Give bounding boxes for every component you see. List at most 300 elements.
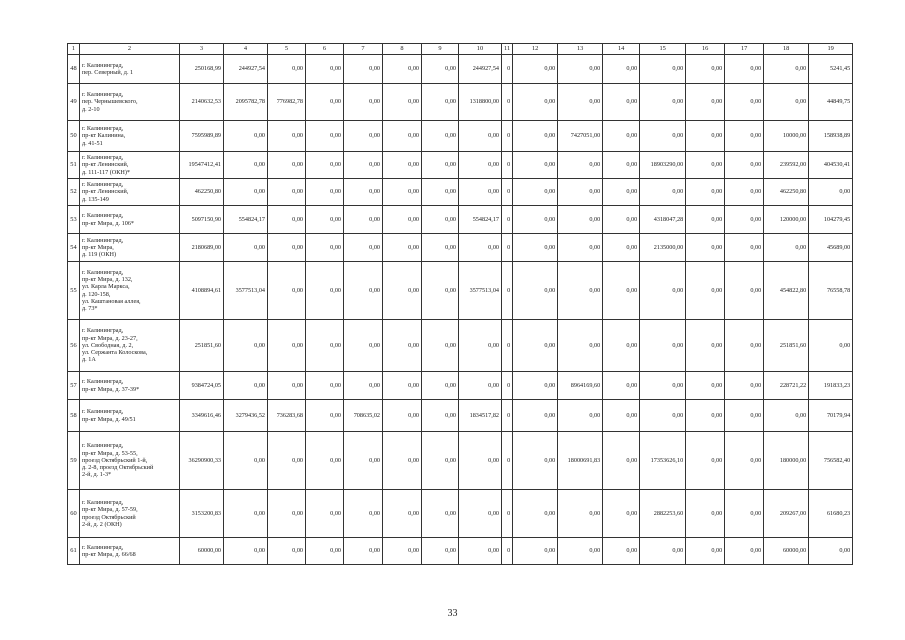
value-cell: 0,00 xyxy=(306,84,344,121)
value-cell: 0,00 xyxy=(306,234,344,262)
value-cell: 0,00 xyxy=(422,234,459,262)
value-cell: 0,00 xyxy=(725,84,764,121)
value-cell: 0,00 xyxy=(513,152,558,179)
column-header: 10 xyxy=(459,44,502,55)
address-cell xyxy=(80,206,180,234)
address-line: 2-й, д. 1-3* xyxy=(82,471,112,479)
value-cell: 251851,60 xyxy=(764,320,809,372)
value-cell: 0,00 xyxy=(686,432,725,490)
value-cell: 0,00 xyxy=(725,179,764,206)
value-cell: 0,00 xyxy=(725,234,764,262)
value-cell: 0,00 xyxy=(422,84,459,121)
value-cell: 0,00 xyxy=(268,372,306,400)
value-cell: 0,00 xyxy=(306,538,344,565)
value-cell: 0,00 xyxy=(268,262,306,320)
value-cell: 0,00 xyxy=(603,152,640,179)
value-cell: 0,00 xyxy=(686,206,725,234)
table-row xyxy=(68,121,853,152)
value-cell: 0,00 xyxy=(603,234,640,262)
value-cell: 0,00 xyxy=(306,179,344,206)
value-cell: 0,00 xyxy=(558,152,603,179)
value-cell: 44849,75 xyxy=(809,84,853,121)
value-cell: 0,00 xyxy=(459,320,502,372)
address-cell xyxy=(80,262,180,320)
address-line: пр-кт Мира, д. 106* xyxy=(82,219,135,227)
value-cell: 0,00 xyxy=(344,372,383,400)
value-cell: 4108894,61 xyxy=(180,262,224,320)
row-number: 59 xyxy=(68,432,80,490)
value-cell: 0,00 xyxy=(344,121,383,152)
value-cell: 0,00 xyxy=(686,490,725,538)
address-line: ул. Сержанта Колоскова, xyxy=(82,349,148,357)
value-cell: 0,00 xyxy=(558,400,603,432)
value-cell: 0,00 xyxy=(640,538,686,565)
value-cell: 0,00 xyxy=(344,206,383,234)
value-cell: 0,00 xyxy=(725,121,764,152)
value-cell: 0,00 xyxy=(603,538,640,565)
table-row xyxy=(68,55,853,84)
spreadsheet-page xyxy=(67,43,853,565)
value-cell: 8964169,60 xyxy=(558,372,603,400)
value-cell: 0,00 xyxy=(558,179,603,206)
value-cell: 0,00 xyxy=(268,121,306,152)
value-cell: 2180689,00 xyxy=(180,234,224,262)
value-cell: 0,00 xyxy=(725,490,764,538)
value-cell: 0,00 xyxy=(640,372,686,400)
value-cell: 0,00 xyxy=(764,400,809,432)
value-cell: 0,00 xyxy=(686,262,725,320)
table-row xyxy=(68,538,853,565)
value-cell: 0,00 xyxy=(459,372,502,400)
column-header: 9 xyxy=(422,44,459,55)
value-cell: 0,00 xyxy=(640,320,686,372)
value-cell: 0 xyxy=(502,206,513,234)
address-line: г. Калининград, xyxy=(82,61,124,69)
address-cell xyxy=(80,121,180,152)
address-line: пр-кт Мира, д. 66/68 xyxy=(82,551,136,558)
column-header: 16 xyxy=(686,44,725,55)
table-row xyxy=(68,320,853,372)
row-number: 51 xyxy=(68,152,80,179)
value-cell: 0,00 xyxy=(809,179,853,206)
value-cell: 0,00 xyxy=(640,179,686,206)
value-cell: 454822,80 xyxy=(764,262,809,320)
table-row xyxy=(68,84,853,121)
value-cell: 0,00 xyxy=(603,372,640,400)
value-cell: 0,00 xyxy=(306,432,344,490)
value-cell: 0,00 xyxy=(224,490,268,538)
value-cell: 2882253,60 xyxy=(640,490,686,538)
column-header: 15 xyxy=(640,44,686,55)
value-cell: 0,00 xyxy=(224,234,268,262)
value-cell: 2135000,00 xyxy=(640,234,686,262)
value-cell: 0,00 xyxy=(558,206,603,234)
address-line: пр-кт Калинина, xyxy=(82,132,126,140)
value-cell: 0 xyxy=(502,538,513,565)
value-cell: 244927,54 xyxy=(459,55,502,84)
value-cell: 0 xyxy=(502,121,513,152)
value-cell: 0,00 xyxy=(383,432,422,490)
value-cell: 251851,60 xyxy=(180,320,224,372)
value-cell: 10000,00 xyxy=(764,121,809,152)
value-cell: 0,00 xyxy=(383,538,422,565)
row-number: 55 xyxy=(68,262,80,320)
value-cell: 0,00 xyxy=(422,432,459,490)
address-cell xyxy=(80,372,180,400)
value-cell: 0,00 xyxy=(306,206,344,234)
value-cell: 0,00 xyxy=(422,490,459,538)
column-header: 17 xyxy=(725,44,764,55)
value-cell: 0,00 xyxy=(640,84,686,121)
value-cell: 0 xyxy=(502,372,513,400)
value-cell: 0,00 xyxy=(686,121,725,152)
value-cell: 736283,68 xyxy=(268,400,306,432)
value-cell: 0,00 xyxy=(640,121,686,152)
address-line: г. Калининград, xyxy=(82,327,124,335)
value-cell: 0,00 xyxy=(513,55,558,84)
value-cell: 0,00 xyxy=(764,234,809,262)
address-line: д. 135-149 xyxy=(82,195,109,203)
value-cell: 0,00 xyxy=(513,320,558,372)
address-line: г. Калининград, xyxy=(82,442,124,450)
value-cell: 0,00 xyxy=(809,320,853,372)
value-cell: 76558,78 xyxy=(809,262,853,320)
value-cell: 0,00 xyxy=(558,84,603,121)
value-cell: 3279436,52 xyxy=(224,400,268,432)
value-cell: 45689,00 xyxy=(809,234,853,262)
value-cell: 0,00 xyxy=(459,152,502,179)
row-number: 52 xyxy=(68,179,80,206)
address-line: г. Калининград, xyxy=(82,543,124,551)
value-cell: 104279,45 xyxy=(809,206,853,234)
value-cell: 0,00 xyxy=(422,400,459,432)
value-cell: 36290900,33 xyxy=(180,432,224,490)
value-cell: 0,00 xyxy=(513,121,558,152)
address-cell xyxy=(80,234,180,262)
address-line: г. Калининград, xyxy=(82,125,124,133)
value-cell: 0,00 xyxy=(268,320,306,372)
value-cell: 0,00 xyxy=(725,320,764,372)
row-number: 53 xyxy=(68,206,80,234)
value-cell: 1834517,82 xyxy=(459,400,502,432)
value-cell: 0,00 xyxy=(344,262,383,320)
value-cell: 191833,23 xyxy=(809,372,853,400)
value-cell: 0,00 xyxy=(306,55,344,84)
address-line: пр-кт Мира, д. 53-55, xyxy=(82,449,138,457)
value-cell: 0,00 xyxy=(344,490,383,538)
value-cell: 70179,94 xyxy=(809,400,853,432)
value-cell: 0,00 xyxy=(686,55,725,84)
value-cell: 3349616,46 xyxy=(180,400,224,432)
column-header: 19 xyxy=(809,44,853,55)
value-cell: 7595989,89 xyxy=(180,121,224,152)
value-cell: 0,00 xyxy=(422,55,459,84)
column-header: 7 xyxy=(344,44,383,55)
value-cell: 158938,89 xyxy=(809,121,853,152)
value-cell: 0,00 xyxy=(459,121,502,152)
value-cell: 0,00 xyxy=(603,84,640,121)
value-cell: 0,00 xyxy=(725,152,764,179)
value-cell: 0,00 xyxy=(268,179,306,206)
value-cell: 462250,80 xyxy=(764,179,809,206)
value-cell: 0,00 xyxy=(558,234,603,262)
address-line: проезд Октябрьский 1-й, xyxy=(82,456,148,464)
value-cell: 0,00 xyxy=(725,538,764,565)
value-cell: 0,00 xyxy=(558,490,603,538)
value-cell: 0,00 xyxy=(603,490,640,538)
value-cell: 0,00 xyxy=(268,490,306,538)
row-number: 56 xyxy=(68,320,80,372)
value-cell: 180000,00 xyxy=(764,432,809,490)
address-line: ул. Карла Маркса, xyxy=(82,283,130,291)
value-cell: 0,00 xyxy=(603,432,640,490)
value-cell: 0,00 xyxy=(725,432,764,490)
column-header: 1 xyxy=(68,44,80,55)
value-cell: 0,00 xyxy=(383,84,422,121)
column-header: 2 xyxy=(80,44,180,55)
value-cell: 0,00 xyxy=(686,84,725,121)
value-cell: 0,00 xyxy=(268,55,306,84)
address-line: пр-кт Мира, д. 132, xyxy=(82,276,133,284)
address-cell xyxy=(80,55,180,84)
table-row xyxy=(68,432,853,490)
address-line: пр-кт Ленинский, xyxy=(82,161,129,169)
value-cell: 0,00 xyxy=(513,538,558,565)
address-line: д. 119 (ОКН) xyxy=(82,251,117,259)
value-cell: 0,00 xyxy=(558,320,603,372)
value-cell: 0,00 xyxy=(513,432,558,490)
value-cell: 0 xyxy=(502,55,513,84)
value-cell: 0,00 xyxy=(383,262,422,320)
table-row xyxy=(68,490,853,538)
value-cell: 0 xyxy=(502,84,513,121)
value-cell: 0,00 xyxy=(344,234,383,262)
value-cell: 1318800,00 xyxy=(459,84,502,121)
value-cell: 0,00 xyxy=(686,538,725,565)
row-number: 49 xyxy=(68,84,80,121)
value-cell: 0,00 xyxy=(640,400,686,432)
value-cell: 18000691,83 xyxy=(558,432,603,490)
value-cell: 0,00 xyxy=(268,538,306,565)
value-cell: 2140632,53 xyxy=(180,84,224,121)
value-cell: 0,00 xyxy=(513,490,558,538)
address-line: пр-кт Мира, д. 49/51 xyxy=(82,415,136,423)
value-cell: 3577513,04 xyxy=(224,262,268,320)
value-cell: 4318047,28 xyxy=(640,206,686,234)
address-cell xyxy=(80,179,180,206)
row-number: 54 xyxy=(68,234,80,262)
value-cell: 0,00 xyxy=(306,152,344,179)
value-cell: 0,00 xyxy=(558,262,603,320)
address-cell xyxy=(80,400,180,432)
value-cell: 0,00 xyxy=(603,55,640,84)
value-cell: 0,00 xyxy=(459,490,502,538)
value-cell: 0,00 xyxy=(344,179,383,206)
value-cell: 0,00 xyxy=(268,152,306,179)
value-cell: 0 xyxy=(502,262,513,320)
address-line: пер. Северный, д. 1 xyxy=(82,69,134,76)
value-cell: 0,00 xyxy=(224,538,268,565)
value-cell: 0,00 xyxy=(686,400,725,432)
value-cell: 0,00 xyxy=(422,538,459,565)
address-line: г. Калининград, xyxy=(82,268,124,276)
value-cell: 0,00 xyxy=(725,372,764,400)
value-cell: 0,00 xyxy=(686,320,725,372)
table-row xyxy=(68,152,853,179)
value-cell: 0,00 xyxy=(603,320,640,372)
value-cell: 0,00 xyxy=(224,320,268,372)
value-cell: 0,00 xyxy=(383,372,422,400)
address-line: пр-кт Мира, xyxy=(82,243,114,251)
value-cell: 0,00 xyxy=(344,55,383,84)
value-cell: 0,00 xyxy=(809,538,853,565)
value-cell: 554824,17 xyxy=(459,206,502,234)
address-line: проезд Октябрьский xyxy=(82,513,136,521)
address-line: д. 2-8, проезд Октябрьский xyxy=(82,464,154,472)
value-cell: 0,00 xyxy=(640,262,686,320)
value-cell: 19547412,41 xyxy=(180,152,224,179)
value-cell: 776982,78 xyxy=(268,84,306,121)
value-cell: 244927,54 xyxy=(224,55,268,84)
value-cell: 0,00 xyxy=(640,55,686,84)
column-header: 12 xyxy=(513,44,558,55)
value-cell: 0 xyxy=(502,432,513,490)
value-cell: 0,00 xyxy=(513,234,558,262)
address-line: г. Калининград, xyxy=(82,154,124,162)
value-cell: 0,00 xyxy=(513,372,558,400)
row-number: 60 xyxy=(68,490,80,538)
value-cell: 0,00 xyxy=(603,400,640,432)
value-cell: 0,00 xyxy=(558,55,603,84)
address-line: г. Калининград, xyxy=(82,499,124,507)
value-cell: 554824,17 xyxy=(224,206,268,234)
table-row xyxy=(68,179,853,206)
value-cell: 0,00 xyxy=(686,372,725,400)
value-cell: 0,00 xyxy=(686,152,725,179)
value-cell: 0,00 xyxy=(764,55,809,84)
value-cell: 0,00 xyxy=(224,152,268,179)
value-cell: 0,00 xyxy=(383,234,422,262)
value-cell: 0,00 xyxy=(422,179,459,206)
page-number: 33 xyxy=(447,608,458,619)
address-line: д. 2-10 xyxy=(82,105,100,113)
header-row xyxy=(68,44,853,55)
column-header: 14 xyxy=(603,44,640,55)
value-cell: 7427051,00 xyxy=(558,121,603,152)
value-cell: 5241,45 xyxy=(809,55,853,84)
value-cell: 0,00 xyxy=(603,121,640,152)
value-cell: 0,00 xyxy=(268,432,306,490)
value-cell: 404530,41 xyxy=(809,152,853,179)
value-cell: 462250,80 xyxy=(180,179,224,206)
value-cell: 0,00 xyxy=(224,179,268,206)
row-number: 48 xyxy=(68,55,80,84)
value-cell: 0,00 xyxy=(344,84,383,121)
address-line: 2-й, д. 2 (ОКН) xyxy=(82,520,122,528)
value-cell: 0,00 xyxy=(383,121,422,152)
address-line: д. 111-117 (ОКН)* xyxy=(82,168,131,176)
value-cell: 120000,00 xyxy=(764,206,809,234)
value-cell: 3153200,83 xyxy=(180,490,224,538)
address-line: пр-кт Мира, д. 37-39* xyxy=(82,385,140,393)
value-cell: 0,00 xyxy=(422,121,459,152)
address-line: г. Калининград, xyxy=(82,91,124,99)
value-cell: 60000,00 xyxy=(180,538,224,565)
row-number: 61 xyxy=(68,538,80,565)
value-cell: 0,00 xyxy=(344,538,383,565)
address-line: пер. Чернышевского, xyxy=(82,98,138,106)
address-cell xyxy=(80,84,180,121)
column-header: 6 xyxy=(306,44,344,55)
value-cell: 9384724,05 xyxy=(180,372,224,400)
value-cell: 0,00 xyxy=(422,320,459,372)
value-cell: 0,00 xyxy=(344,432,383,490)
value-cell: 0,00 xyxy=(603,262,640,320)
value-cell: 228721,22 xyxy=(764,372,809,400)
address-line: г. Калининград, xyxy=(82,236,124,244)
address-line: г. Калининград, xyxy=(82,181,124,189)
value-cell: 0,00 xyxy=(459,234,502,262)
value-cell: 0,00 xyxy=(306,262,344,320)
value-cell: 0,00 xyxy=(268,234,306,262)
value-cell: 0 xyxy=(502,152,513,179)
column-header: 18 xyxy=(764,44,809,55)
address-cell xyxy=(80,538,180,565)
value-cell: 0,00 xyxy=(383,490,422,538)
column-header: 8 xyxy=(383,44,422,55)
value-cell: 60000,00 xyxy=(764,538,809,565)
value-cell: 5097150,90 xyxy=(180,206,224,234)
value-cell: 0,00 xyxy=(764,84,809,121)
column-header: 5 xyxy=(268,44,306,55)
value-cell: 0,00 xyxy=(224,432,268,490)
column-header: 11 xyxy=(502,44,513,55)
value-cell: 0,00 xyxy=(306,121,344,152)
address-line: пр-кт Мира, д. 23-27, xyxy=(82,334,138,342)
value-cell: 0,00 xyxy=(725,262,764,320)
table-row xyxy=(68,400,853,432)
address-cell xyxy=(80,432,180,490)
value-cell: 0,00 xyxy=(422,262,459,320)
value-cell: 0,00 xyxy=(725,206,764,234)
value-cell: 0,00 xyxy=(513,84,558,121)
address-line: г. Калининград, xyxy=(82,408,124,416)
address-line: г. Калининград, xyxy=(82,378,124,386)
value-cell: 0,00 xyxy=(383,320,422,372)
row-number: 50 xyxy=(68,121,80,152)
value-cell: 250168,99 xyxy=(180,55,224,84)
address-line: пр-кт Мира, д. 57-59, xyxy=(82,506,138,514)
value-cell: 0,00 xyxy=(513,179,558,206)
value-cell: 0 xyxy=(502,400,513,432)
value-cell: 0,00 xyxy=(422,152,459,179)
value-cell: 17353626,10 xyxy=(640,432,686,490)
value-cell: 0,00 xyxy=(603,206,640,234)
address-line: д. 41-51 xyxy=(82,139,103,147)
address-line: д. 73* xyxy=(82,304,98,312)
value-cell: 0 xyxy=(502,320,513,372)
address-line: д. 120-158, xyxy=(82,290,111,298)
value-cell: 0,00 xyxy=(383,55,422,84)
value-cell: 209267,00 xyxy=(764,490,809,538)
value-cell: 0 xyxy=(502,179,513,206)
value-cell: 0,00 xyxy=(603,179,640,206)
address-cell xyxy=(80,320,180,372)
table-row xyxy=(68,234,853,262)
value-cell: 0 xyxy=(502,490,513,538)
value-cell: 0,00 xyxy=(383,152,422,179)
column-header: 4 xyxy=(224,44,268,55)
